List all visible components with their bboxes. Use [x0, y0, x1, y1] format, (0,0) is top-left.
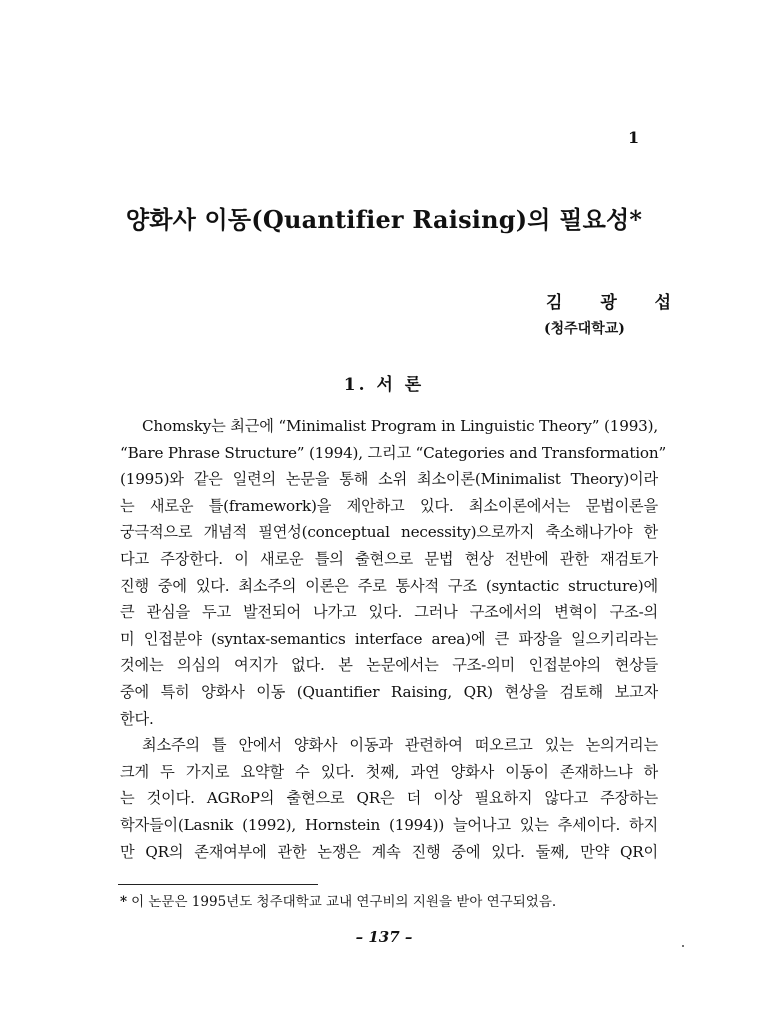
body-line: 궁극적으로 개념적 필연성(conceptual necessity)으로까지 축소해나가야 한	[120, 523, 658, 542]
body-line: 다고 주장한다. 이 새로운 틀의 출현으로 문법 현상 전반에 관한 재검토가	[120, 549, 658, 568]
body-line: 는 새로운 틀(framework)을 제안하고 있다. 최소이론에서는 문법이론을	[120, 496, 658, 515]
footnote-text: 이 논문은 1995년도 청주대학교 교내 연구비의 지원을 받아 연구되었음.	[131, 894, 557, 910]
body-line: 한다.	[120, 709, 154, 728]
body-line: “Bare Phrase Structure” (1994), 그리고 “Categories and Transformation”	[120, 443, 667, 462]
body-line: 만 QR의 존재여부에 관한 논쟁은 계속 진행 중에 있다. 둘째, 만약 QR이	[120, 842, 658, 861]
body-line: 미 인접분야 (syntax-semantics interface area)에 큰 파장을 일으키리라는	[120, 629, 658, 648]
paper-title: 양화사 이동(Quantifier Raising)의 필요성*	[125, 205, 643, 234]
page-number-top: 1	[628, 128, 640, 147]
author-name: 김 광 섭	[546, 293, 688, 313]
scan-speck	[682, 945, 684, 947]
page-number-bottom: – 137 –	[355, 928, 413, 946]
footnote-divider	[118, 884, 318, 885]
body-line: 큰 관심을 두고 발전되어 나가고 있다. 그러나 구조에서의 변혁이 구조-의	[120, 603, 658, 622]
body-line: 진행 중에 있다. 최소주의 이론은 주로 통사적 구조 (syntactic structure)에	[120, 576, 658, 595]
body-line: 것에는 의심의 여지가 없다. 본 논문에서는 구조-의미 인접분야의 현상들	[120, 656, 658, 675]
section-heading: 1. 서 론	[343, 375, 425, 395]
body-line: Chomsky는 최근에 “Minimalist Program in Linguistic Theory” (1993),	[142, 417, 658, 435]
footnote-mark: *	[120, 894, 128, 910]
body-line: 크게 두 가지로 요약할 수 있다. 첫째, 과연 양화사 이동이 존재하느냐 하	[120, 762, 658, 781]
body-line: (1995)와 같은 일련의 논문을 통해 소위 최소이론(Minimalist Theory)이라	[120, 470, 658, 489]
body-line: 학자들이(Lasnik (1992), Hornstein (1994)) 늘어나고 있는 추세이다. 하지	[120, 815, 658, 834]
body-line: 중에 특히 양화사 이동 (Quantifier Raising, QR) 현상을 검토해 보고자	[120, 682, 658, 701]
body-text	[120, 413, 667, 865]
author-affiliation: (청주대학교)	[544, 321, 625, 337]
body-line: 최소주의 틀 안에서 양화사 이동과 관련하여 떠오르고 있는 논의거리는	[142, 736, 658, 755]
body-line: 는 것이다. AGRoP의 출현으로 QR은 더 이상 필요하지 않다고 주장하는	[120, 789, 658, 808]
footnote	[120, 890, 556, 910]
